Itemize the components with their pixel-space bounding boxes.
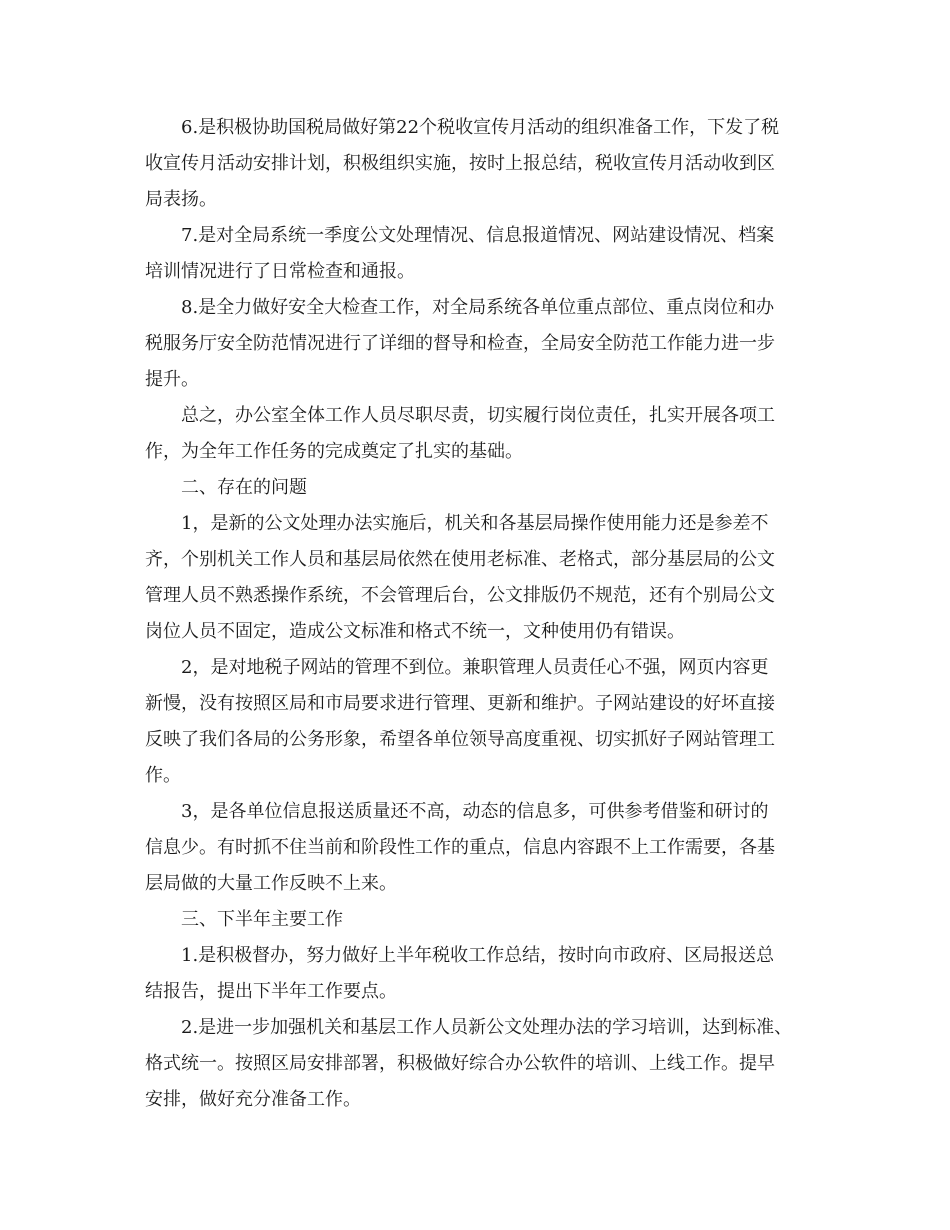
text-line: 格式统一。按照区局安排部署，积极做好综合办公软件的培训、上线工作。提早	[145, 1053, 775, 1074]
text-line: 7.是对全局系统一季度公文处理情况、信息报道情况、网站建设情况、档案	[181, 225, 775, 246]
text-line: 培训情况进行了日常检查和通报。	[145, 261, 415, 282]
text-line: 反映了我们各局的公务形象，希望各单位领导高度重视、切实抓好子网站管理工	[145, 729, 775, 750]
text-line: 管理人员不熟悉操作系统，不会管理后台，公文排版仍不规范，还有个别局公文	[145, 585, 775, 606]
text-line: 新慢，没有按照区局和市局要求进行管理、更新和维护。子网站建设的好坏直接	[145, 693, 775, 714]
text-line: 层局做的大量工作反映不上来。	[145, 873, 397, 894]
text-line: 齐，个别机关工作人员和基层局依然在使用老标准、老格式，部分基层局的公文	[145, 549, 775, 570]
text-line: 2.是进一步加强机关和基层工作人员新公文处理办法的学习培训，达到标准、	[181, 1017, 793, 1038]
text-line: 局表扬。	[145, 189, 217, 210]
text-line: 1.是积极督办，努力做好上半年税收工作总结，按时向市政府、区局报送总	[181, 945, 775, 966]
text-line: 8.是全力做好安全大检查工作，对全局系统各单位重点部位、重点岗位和办	[181, 297, 775, 318]
text-line: 税服务厅安全防范情况进行了详细的督导和检查，全局安全防范工作能力进一步	[145, 333, 775, 354]
text-line: 结报告，提出下半年工作要点。	[145, 981, 397, 1002]
text-line: 安排，做好充分准备工作。	[145, 1089, 361, 1110]
text-line: 总之，办公室全体工作人员尽职尽责，切实履行岗位责任，扎实开展各项工	[181, 405, 775, 426]
section-heading: 二、存在的问题	[181, 477, 307, 498]
text-line: 1，是新的公文处理办法实施后，机关和各基层局操作使用能力还是参差不	[181, 513, 769, 534]
text-line: 信息少。有时抓不住当前和阶段性工作的重点，信息内容跟不上工作需要，各基	[145, 837, 775, 858]
text-line: 收宣传月活动安排计划，积极组织实施，按时上报总结，税收宣传月活动收到区	[145, 153, 775, 174]
text-line: 作。	[145, 765, 181, 786]
text-line: 作，为全年工作任务的完成奠定了扎实的基础。	[145, 441, 523, 462]
text-line: 6.是积极协助国税局做好第22个税收宣传月活动的组织准备工作，下发了税	[181, 117, 780, 138]
text-line: 提升。	[145, 369, 199, 390]
section-heading: 三、下半年主要工作	[181, 909, 343, 930]
text-line: 2，是对地税子网站的管理不到位。兼职管理人员责任心不强，网页内容更	[181, 657, 769, 678]
text-line: 岗位人员不固定，造成公文标准和格式不统一，文种使用仍有错误。	[145, 621, 685, 642]
text-line: 3，是各单位信息报送质量还不高，动态的信息多，可供参考借鉴和研讨的	[181, 801, 769, 822]
